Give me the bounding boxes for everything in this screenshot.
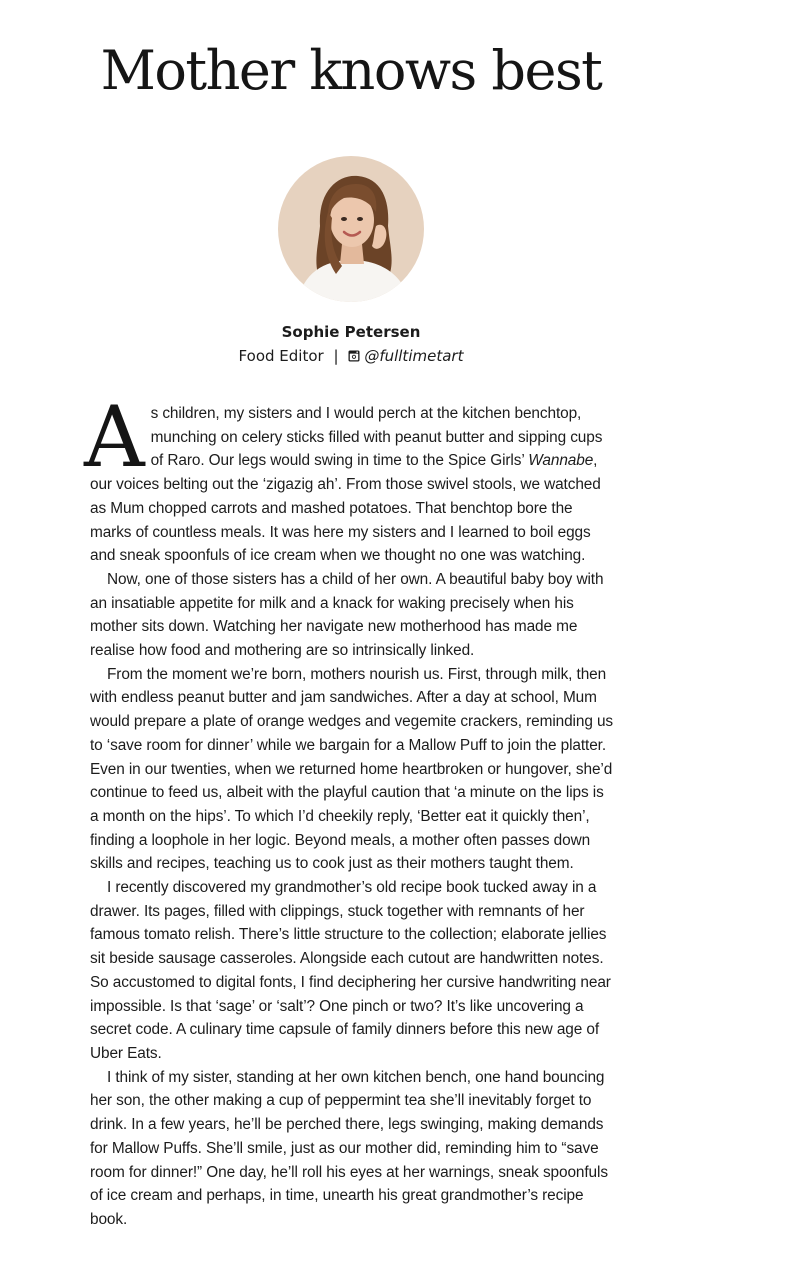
- author-name: Sophie Petersen: [281, 323, 421, 341]
- author-portrait: [278, 156, 424, 302]
- instagram-handle-link[interactable]: @fulltimetart: [364, 347, 464, 365]
- paragraph-text: s children, my sisters and I would perch at the kitchen benchtop, munching on celery sticks filled with peanut butter and sipping cups of Raro. Our legs would swing in time to the Spice Girls’: [150, 405, 603, 470]
- article-paragraph: Now, one of those sisters has a child of her own. A beautiful baby boy with an insatiable appetite for milk and a knack for waking precisely when his mother sits down. Watching her navigate new motherhood has made me realise how food and mothering are so intrinsically linked.: [90, 570, 604, 660]
- article-body: [84, 388, 616, 1232]
- article-paragraph: From the moment we’re born, mothers nourish us. First, through milk, then with endless peanut butter and jam sandwiches. After a day at school, Mum would prepare a plate of orange wedges and vegemite crackers, reminding us to ‘save room for dinner’ while we bargain for a Mallow Puff to join the platter. Even in our twenties, when we returned home heartbroken or hungover, she’d continue to feed us, albeit with the playful caution that ‘a minute on the lips is a month on the hips’. To which I’d cheekily reply, ‘Better eat it quickly then’, finding a loophole in her logic. Beyond meals, a mother often passes down skills and recipes, teaching us to cook just as their mothers taught them.: [90, 665, 614, 873]
- song-title: Wannabe: [528, 452, 594, 470]
- author-meta: [0, 345, 702, 367]
- page-title: Mother knows best: [100, 39, 602, 102]
- article-paragraph: I think of my sister, standing at her own kitchen bench, one hand bouncing her son, the other making a cup of peppermint tea she’ll inevitably forget to drink. In a few years, he’ll be perched there, legs swinging, making demands for Mallow Puffs. She’ll smile, just as our mother did, reminding him to “save room for dinner!” One day, he’ll roll his eyes at her warnings, sneak spoonfuls of ice cream and perhaps, in time, unearth his great grandmother’s recipe book.: [90, 1068, 608, 1228]
- article-paragraph: I recently discovered my grandmother’s old recipe book tucked away in a drawer. Its pages, filled with clippings, stuck together with remnants of her famous tomato relish. There’s little structure to the collection; elaborate jellies sit beside sausage casseroles. Alongside each cutout are handwritten notes. So accustomed to digital fonts, I find deciphering her cursive handwriting near impossible. Is that ‘sage’ or ‘salt’? One pinch or two? It’s like uncovering a secret code. A culinary time capsule of family dinners before this new age of Uber Eats.: [90, 879, 611, 1062]
- drop-cap: A: [84, 388, 145, 486]
- meta-separator: |: [333, 347, 339, 365]
- author-avatar: [278, 156, 424, 302]
- paragraph-text: , our voices belting out the ‘zigazig ah’. From those swivel stools, we watched as Mum chopped carrots and mashed potatoes. That benchtop bore the marks of countless meals. It was here my sisters and I learned to boil eggs and sneak spoonfuls of ice cream when we thought no one was watching.: [90, 452, 601, 565]
- instagram-icon[interactable]: [348, 350, 360, 362]
- article-paragraph: [84, 388, 616, 568]
- author-role: Food Editor: [238, 347, 324, 365]
